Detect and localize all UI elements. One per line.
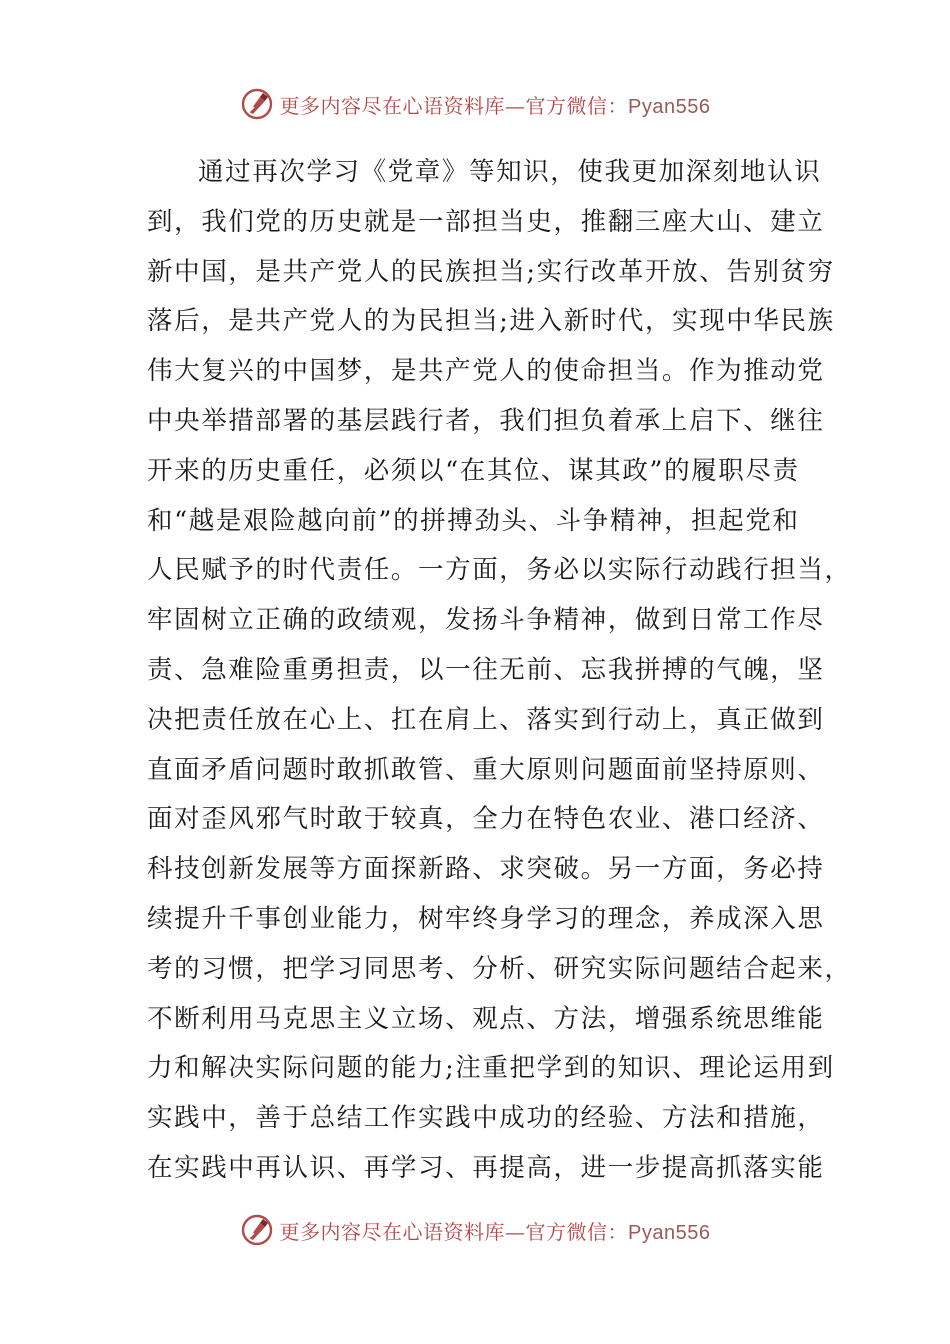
paragraph-line: 和“越是艰险越向前”的拼搏劲头、斗争精神，担起党和	[147, 505, 800, 536]
paragraph-line: 决把责任放在心上、扛在肩上、落实到行动上，真正做到	[147, 704, 825, 735]
paragraph-line: 伟大复兴的中国梦，是共产党人的使命担当。作为推动党	[147, 356, 825, 387]
header-banner	[0, 84, 950, 124]
paragraph-line: 科技创新发展等方面探新路、求突破。另一方面，务必持	[147, 854, 825, 885]
footer-banner-text-main: 更多内容尽在心语资料库—官方微信：	[279, 1219, 629, 1244]
paragraph-line: 新中国，是共产党人的民族担当;实行改革开放、告别贫穷	[147, 256, 835, 287]
paragraph-line: 牢固树立正确的政绩观，发扬斗争精神，做到日常工作尽	[147, 605, 825, 636]
paragraph-line: 通过再次学习《党章》等知识，使我更加深刻地认识	[198, 157, 822, 187]
paragraph-line: 落后，是共产党人的为民担当;进入新时代，实现中华民族	[147, 306, 835, 337]
paragraph-line: 直面矛盾问题时敢抓敢管、重大原则问题面前坚持原则、	[147, 754, 825, 785]
paragraph-line: 实践中，善于总结工作实践中成功的经验、方法和措施，	[147, 1103, 825, 1134]
footer-banner-text	[280, 1216, 711, 1245]
document-paragraph	[147, 148, 852, 1194]
paragraph-line: 到，我们党的历史就是一部担当史，推翻三座大山、建立	[147, 206, 825, 237]
paragraph-line: 考的习惯，把学习同思考、分析、研究实际问题结合起来，	[147, 953, 852, 984]
paragraph-line: 责、急难险重勇担责，以一往无前、忘我拼搏的气魄，坚	[147, 654, 825, 685]
paragraph-line: 面对歪风邪气时敢于较真，全力在特色农业、港口经济、	[147, 804, 825, 835]
footer-banner	[0, 1210, 950, 1250]
paragraph-line: 中央举措部署的基层践行者，我们担负着承上启下、继往	[147, 405, 825, 436]
header-banner-text-main: 更多内容尽在心语资料库—官方微信：	[279, 93, 629, 118]
pen-nib-logo-icon	[240, 1213, 274, 1247]
paragraph-line: 续提升千事创业能力，树牢终身学习的理念，养成深入思	[147, 903, 825, 934]
header-banner-text	[280, 90, 711, 119]
paragraph-line: 在实践中再认识、再学习、再提高，进一步提高抓落实能	[147, 1152, 825, 1183]
paragraph-line: 力和解决实际问题的能力;注重把学到的知识、理论运用到	[147, 1053, 835, 1084]
header-banner-wechat-id: Pyan556	[628, 95, 711, 118]
paragraph-line: 不断利用马克思主义立场、观点、方法，增强系统思维能	[147, 1003, 825, 1034]
footer-banner-wechat-id: Pyan556	[628, 1221, 711, 1244]
paragraph-line: 开来的历史重任，必须以“在其位、谋其政”的履职尽责	[147, 455, 800, 486]
pen-nib-logo-icon	[240, 87, 274, 121]
paragraph-line: 人民赋予的时代责任。一方面，务必以实际行动践行担当，	[147, 555, 852, 586]
